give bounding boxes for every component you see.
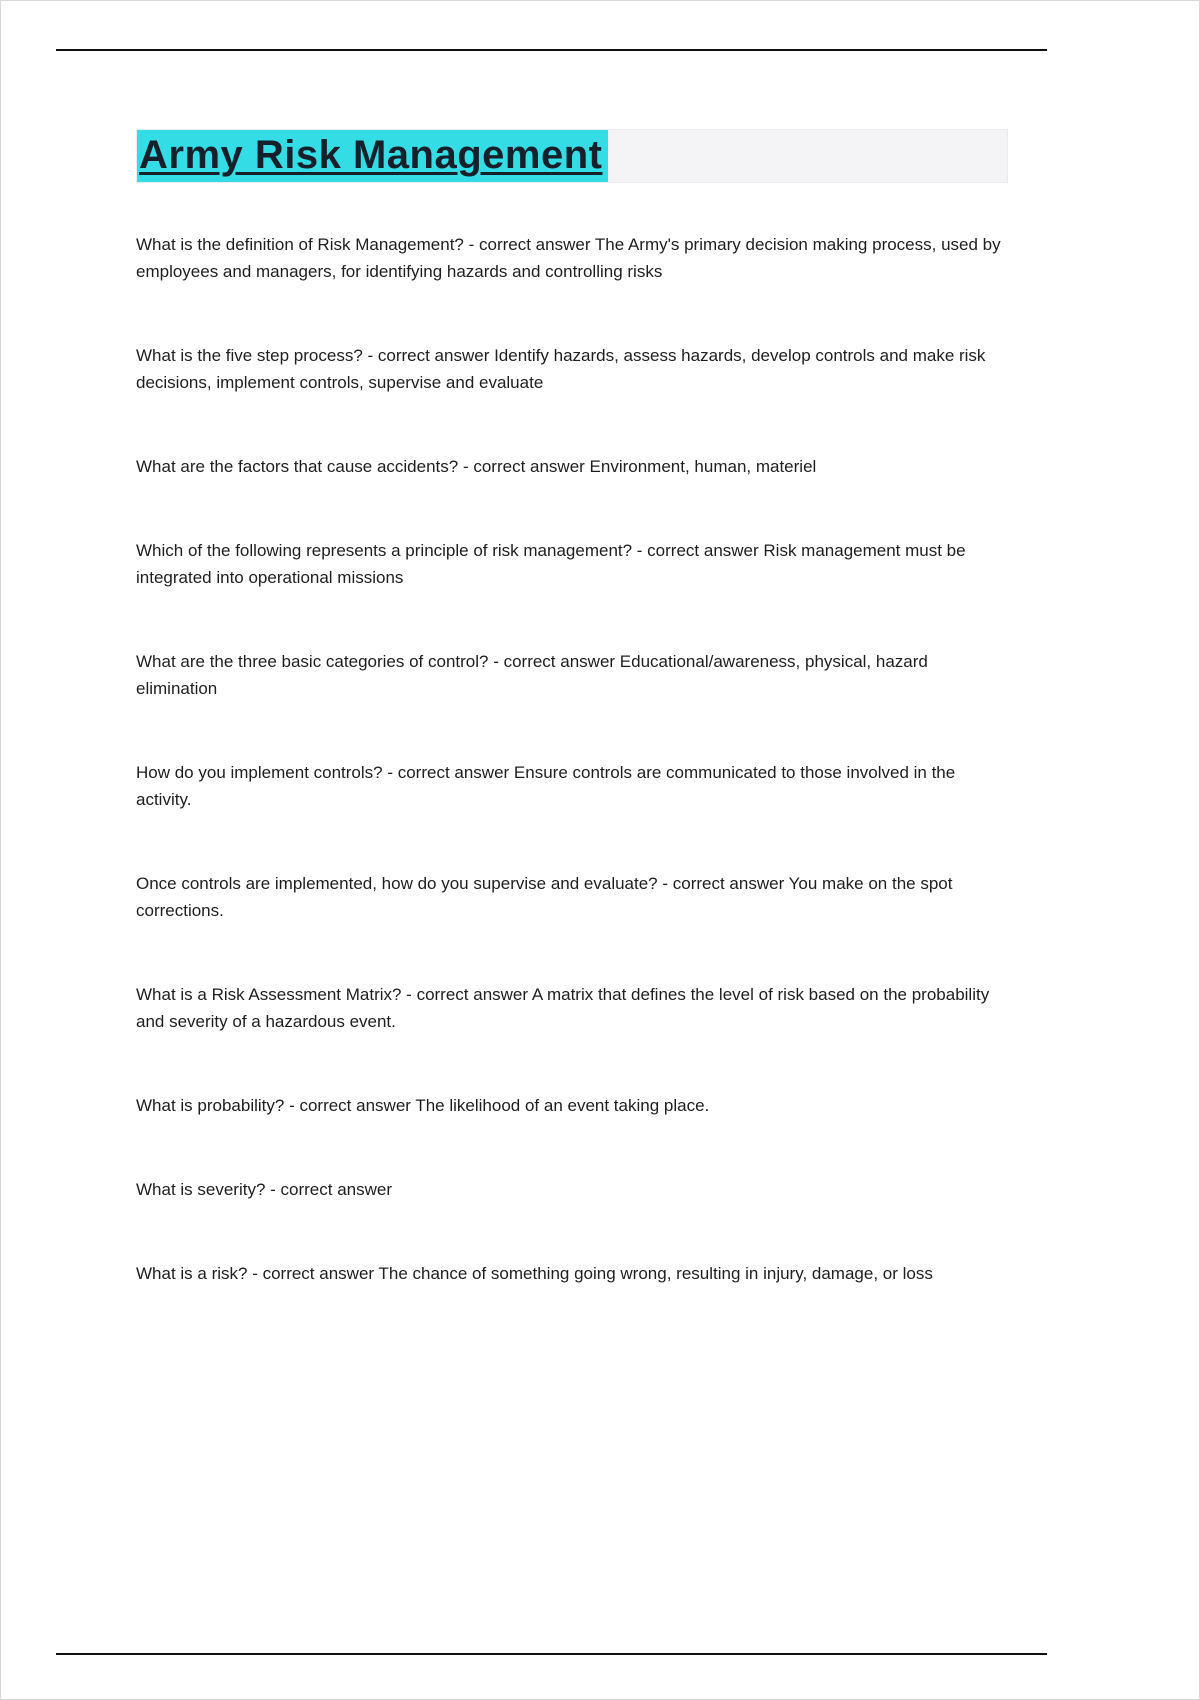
qa-item: What is probability? - correct answer The likelihood of an event taking place. bbox=[136, 1096, 710, 1115]
qa-item: What is the definition of Risk Management? - correct answer The Army's primary decision making process, used by employees and managers, for identifying hazards and controlling risks bbox=[136, 235, 1001, 281]
qa-item: What is the five step process? - correct answer Identify hazards, assess hazards, develop controls and make risk decisions, implement controls, supervise and evaluate bbox=[136, 346, 986, 392]
qa-item: What is a Risk Assessment Matrix? - correct answer A matrix that defines the level of risk based on the probability and severity of a hazardous event. bbox=[136, 985, 990, 1031]
qa-item: Once controls are implemented, how do you supervise and evaluate? - correct answer You make on the spot corrections. bbox=[136, 874, 953, 920]
qa-item: Which of the following represents a principle of risk management? - correct answer Risk management must be integrated into operational missions bbox=[136, 541, 966, 587]
title-row bbox=[136, 129, 1008, 183]
qa-list bbox=[136, 231, 1008, 1287]
qa-item: What is severity? - correct answer bbox=[136, 1180, 393, 1199]
page-title: Army Risk Management bbox=[139, 133, 603, 177]
qa-item: What is a risk? - correct answer The chance of something going wrong, resulting in injury, damage, or loss bbox=[136, 1264, 933, 1283]
top-rule bbox=[56, 49, 1047, 51]
qa-item: What are the factors that cause accidents? - correct answer Environment, human, materiel bbox=[136, 457, 817, 476]
qa-item: What are the three basic categories of control? - correct answer Educational/awareness, physical, hazard elimination bbox=[136, 652, 928, 698]
qa-item: How do you implement controls? - correct answer Ensure controls are communicated to those involved in the activity. bbox=[136, 763, 956, 809]
title-highlight bbox=[137, 130, 608, 182]
bottom-rule bbox=[56, 1653, 1047, 1655]
page-content bbox=[136, 129, 1008, 1344]
